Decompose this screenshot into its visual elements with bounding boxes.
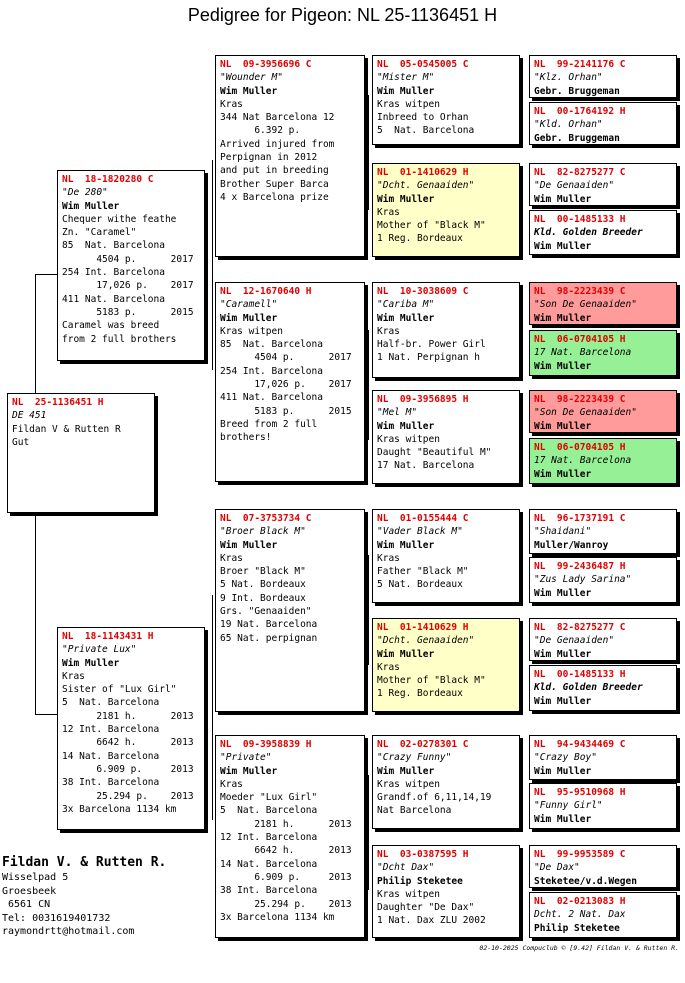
pigeon-card-ggp[interactable]: [372, 735, 520, 829]
pigeon-name: Kld. Golden Breeder: [534, 682, 643, 694]
breeder-info: [2, 854, 166, 939]
ring-number: NL 82-8275277 C: [534, 167, 626, 178]
info-line: 17,026 p. 2017: [220, 379, 352, 391]
info-line: 85 Nat. Barcelona: [62, 240, 165, 252]
owner-name: Wim Muller: [534, 695, 592, 707]
info-line: 3x Barcelona 1134 km: [62, 803, 177, 815]
pigeon-name: "De Dax": [534, 862, 580, 874]
owner-name: Wim Muller: [220, 312, 278, 324]
owner-name: Wim Muller: [62, 657, 120, 669]
ring-number: NL 01-0155444 C: [377, 513, 469, 524]
pigeon-name: "Klz. Orhan": [534, 72, 603, 84]
owner-name: Wim Muller: [377, 312, 435, 324]
info-line: Chequer withe feathe: [62, 213, 177, 225]
info-line: Kras: [377, 661, 400, 673]
ring-number: NL 00-1485133 H: [534, 669, 626, 680]
pigeon-card-g4[interactable]: [529, 390, 677, 433]
ring-number: NL 10-3038609 C: [377, 286, 469, 297]
owner-name: Wim Muller: [534, 468, 592, 480]
info-line: 5 Nat. Bordeaux: [220, 579, 306, 591]
info-line: Broer "Black M": [220, 566, 306, 578]
info-line: 411 Nat. Barcelona: [220, 392, 323, 404]
pigeon-name: "Private Lux": [62, 644, 137, 656]
pigeon-name: "Dcht. Genaaiden": [377, 635, 475, 647]
owner-name: Philip Steketee: [377, 875, 463, 887]
ring-number: NL 06-0704105 H: [534, 334, 626, 345]
pigeon-card-g4[interactable]: [529, 55, 677, 98]
info-line: Zn. "Caramel": [62, 227, 137, 239]
pigeon-card-g4[interactable]: [529, 438, 677, 484]
ring-number: NL 98-2223439 C: [534, 394, 626, 405]
owner-name: Wim Muller: [534, 360, 592, 372]
info-line: Kras: [377, 206, 400, 218]
pigeon-name: DE 451: [12, 410, 47, 422]
pigeon-name: "Caramell": [220, 299, 278, 311]
breeder-city: Groesbeek: [2, 885, 57, 897]
ring-number: NL 01-1410629 H: [377, 167, 469, 178]
info-line: 5 Nat. Barcelona: [377, 125, 475, 137]
info-line: Kras: [220, 552, 243, 564]
pigeon-card-ggp[interactable]: [372, 163, 520, 257]
info-line: 2181 h. 2013: [220, 818, 352, 830]
owner-name: Wim Muller: [220, 85, 278, 97]
pigeon-name: "Crazy Boy": [534, 752, 597, 764]
info-line: Father "Black M": [377, 566, 469, 578]
pigeon-card-g4[interactable]: [529, 845, 677, 888]
breeder-name: Fildan V. & Rutten R.: [2, 855, 167, 870]
pigeon-card-dam[interactable]: [57, 627, 205, 830]
pigeon-card-ggp[interactable]: [372, 845, 520, 938]
ring-number: NL 00-1485133 H: [534, 214, 626, 225]
pigeon-name: Kld. Golden Breeder: [534, 227, 643, 239]
owner-name: Wim Muller: [534, 240, 592, 252]
info-line: Kras witpen: [220, 325, 283, 337]
pigeon-card-grandsire-maternal[interactable]: [215, 509, 365, 712]
pigeon-name: "Crazy Funny": [377, 752, 452, 764]
pigeon-name: 17 Nat. Barcelona: [534, 455, 632, 467]
pigeon-name: Dcht. 2 Nat. Dax: [534, 909, 626, 921]
ring-number: NL 01-1410629 H: [377, 622, 469, 633]
info-line: Grs. "Genaaiden": [220, 606, 312, 618]
info-line: 14 Nat. Barcelona: [220, 858, 318, 870]
owner-name: Wim Muller: [377, 85, 435, 97]
pigeon-card-granddam-paternal[interactable]: [215, 282, 365, 482]
info-line: 12 Int. Barcelona: [220, 832, 318, 844]
pigeon-card-g4[interactable]: [529, 665, 677, 711]
pigeon-name: "Son De Genaaiden": [534, 299, 637, 311]
info-line: Kras witpen: [377, 778, 440, 790]
info-line: 5183 p. 2015: [220, 405, 352, 417]
owner-name: Wim Muller: [377, 420, 435, 432]
owner-name: Wim Muller: [534, 312, 592, 324]
connector-line: [368, 330, 369, 440]
owner-name: Wim Muller: [534, 765, 592, 777]
info-line: Fildan V & Rutten R: [12, 423, 121, 435]
pigeon-name: "Mel M": [377, 407, 418, 419]
ring-number: NL 07-3753734 C: [220, 513, 312, 524]
pigeon-card-g4[interactable]: [529, 783, 677, 829]
pigeon-name: "Cariba M": [377, 299, 435, 311]
info-line: 12 Int. Barcelona: [62, 724, 160, 736]
ring-number: NL 95-9510968 H: [534, 787, 626, 798]
pigeon-card-g4[interactable]: [529, 210, 677, 255]
info-line: 1 Reg. Bordeaux: [377, 233, 463, 245]
info-line: 9 Int. Bordeaux: [220, 592, 306, 604]
pigeon-card-ggp[interactable]: [372, 390, 520, 484]
info-line: 25.294 p. 2013: [220, 898, 352, 910]
info-line: Kras witpen: [377, 888, 440, 900]
pigeon-card-grandsire-paternal[interactable]: [215, 55, 365, 257]
info-line: 6642 h. 2013: [62, 737, 194, 749]
connector-line: [35, 274, 57, 275]
info-line: Mother of "Black M": [377, 220, 486, 232]
breeder-address: Wisselpad 5: [2, 872, 69, 883]
ring-number: NL 05-0545005 C: [377, 59, 469, 70]
breeder-postcode: 6561 CN: [8, 899, 51, 910]
info-line: 65 Nat. perpignan: [220, 632, 318, 644]
ring-number: NL 18-1820280 C: [62, 174, 154, 185]
info-line: Kras witpen: [377, 98, 440, 110]
pigeon-name: "Zus Lady Sarina": [534, 574, 632, 586]
info-line: Brother Super Barca: [220, 178, 329, 190]
pigeon-card-g4[interactable]: [529, 163, 677, 206]
info-line: Kras: [220, 778, 243, 790]
ring-number: NL 00-1764192 H: [534, 106, 626, 117]
pigeon-name: "Dcht. Genaaiden": [377, 180, 475, 192]
ring-number: NL 99-9953589 C: [534, 849, 626, 860]
ring-number: NL 03-0387595 H: [377, 849, 469, 860]
ring-number: NL 96-1737191 C: [534, 513, 626, 524]
info-line: from 2 full brothers: [62, 333, 177, 345]
ring-number: NL 82-8275277 C: [534, 622, 626, 633]
owner-name: Wim Muller: [377, 539, 435, 551]
owner-name: Wim Muller: [534, 193, 592, 205]
owner-name: Philip Steketee: [534, 922, 620, 934]
footer-text: 02-10-2025 Compuclub © [9.42] Fildan V. & Rutten R.: [479, 944, 679, 952]
info-line: Half-br. Power Girl: [377, 339, 486, 351]
page-title: Pedigree for Pigeon: NL 25-1136451 H: [187, 5, 498, 25]
info-line: 1 Nat. Perpignan h: [377, 352, 480, 364]
breeder-phone: Tel: 0031619401732: [2, 912, 111, 924]
pigeon-card-g4[interactable]: [529, 330, 677, 376]
pigeon-card-ggp[interactable]: [372, 55, 520, 145]
info-line: 19 Nat. Barcelona: [220, 619, 318, 631]
connector-line: [368, 95, 369, 210]
owner-name: Steketee/v.d.Wegen: [534, 875, 637, 887]
pigeon-name: "Private": [220, 752, 272, 764]
owner-name: Wim Muller: [377, 193, 435, 205]
owner-name: Wim Muller: [62, 200, 120, 212]
owner-name: Gebr. Bruggeman: [534, 132, 620, 144]
pigeon-name: "De 280": [62, 187, 108, 199]
pigeon-name: "Shaidani": [534, 526, 592, 538]
ring-number: NL 99-2141176 C: [534, 59, 626, 70]
owner-name: Wim Muller: [534, 420, 592, 432]
info-line: Sister of "Lux Girl": [62, 684, 177, 696]
info-line: Moeder "Lux Girl": [220, 792, 318, 804]
info-line: 85 Nat. Barcelona: [220, 339, 323, 351]
info-line: 6642 h. 2013: [220, 845, 352, 857]
pigeon-card-granddam-maternal[interactable]: [215, 735, 365, 938]
pigeon-name: "Dcht Dax": [377, 862, 435, 874]
info-line: 6.909 p. 2013: [220, 871, 352, 883]
pigeon-card-g4[interactable]: [529, 509, 677, 554]
info-line: Daught "Beautiful M": [377, 447, 492, 459]
info-line: Kras: [377, 552, 400, 564]
info-line: and put in breeding: [220, 165, 329, 177]
pigeon-card-g4[interactable]: [529, 557, 677, 603]
pigeon-name: "Son De Genaaiden": [534, 407, 637, 419]
owner-name: Wim Muller: [534, 587, 592, 599]
info-line: brothers!: [220, 432, 272, 444]
pigeon-card-sire[interactable]: [57, 170, 205, 361]
pigeon-card-g4[interactable]: [529, 102, 677, 145]
info-line: Mother of "Black M": [377, 675, 486, 687]
pigeon-card-g4[interactable]: [529, 892, 677, 938]
info-line: Arrived injured from: [220, 138, 335, 150]
owner-name: Gebr. Bruggeman: [534, 85, 620, 97]
pigeon-name: "Wounder M": [220, 72, 283, 84]
owner-name: Wim Muller: [377, 765, 435, 777]
pigeon-card-ggp[interactable]: [372, 509, 520, 603]
pigeon-name: 17 Nat. Barcelona: [534, 347, 632, 359]
info-line: 1 Nat. Dax ZLU 2002: [377, 915, 486, 927]
ring-number: NL 06-0704105 H: [534, 442, 626, 453]
info-line: 5 Nat. Barcelona: [220, 805, 318, 817]
ring-number: NL 09-3956895 H: [377, 394, 469, 405]
owner-name: Wim Muller: [220, 539, 278, 551]
info-line: 5 Nat. Bordeaux: [377, 579, 463, 591]
info-line: 25.294 p. 2013: [62, 790, 194, 802]
connector-line: [35, 714, 57, 715]
info-line: Kras witpen: [377, 433, 440, 445]
info-line: Kras: [220, 98, 243, 110]
info-line: 17 Nat. Barcelona: [377, 460, 475, 472]
info-line: Kras: [62, 670, 85, 682]
connector-line: [212, 160, 213, 370]
info-line: 254 Int. Barcelona: [220, 365, 323, 377]
info-line: 4504 p. 2017: [62, 253, 194, 265]
ring-number: NL 02-0213083 H: [534, 896, 626, 907]
info-line: 38 Int. Barcelona: [220, 885, 318, 897]
pigeon-name: "De Genaaiden": [534, 635, 615, 647]
pigeon-name: "Broer Black M": [220, 526, 306, 538]
pigeon-name: "Mister M": [377, 72, 435, 84]
ring-number: NL 09-3956696 C: [220, 59, 312, 70]
connector-line: [212, 595, 213, 820]
ring-number: NL 02-0278301 C: [377, 739, 469, 750]
connector-line: [368, 555, 369, 665]
pigeon-name: "Vader Black M": [377, 526, 463, 538]
info-line: 5183 p. 2015: [62, 306, 194, 318]
ring-number: NL 18-1143431 H: [62, 631, 154, 642]
pigeon-card-ggp[interactable]: [372, 282, 520, 378]
ring-number: NL 09-3958839 H: [220, 739, 312, 750]
info-line: Gut: [12, 436, 30, 448]
info-line: 4 x Barcelona prize: [220, 191, 329, 203]
info-line: Inbreed to Orhan: [377, 112, 469, 124]
pigeon-card-subject[interactable]: [7, 393, 155, 513]
info-line: 6.909 p. 2013: [62, 763, 194, 775]
info-line: Kras: [377, 325, 400, 337]
info-line: 411 Nat. Barcelona: [62, 293, 165, 305]
info-line: 4504 p. 2017: [220, 352, 352, 364]
connector-line: [368, 775, 369, 890]
info-line: 344 Nat Barcelona 12: [220, 112, 335, 124]
info-line: 38 Int. Barcelona: [62, 777, 160, 789]
info-line: Nat Barcelona: [377, 805, 452, 817]
ring-number: NL 25-1136451 H: [12, 397, 104, 408]
pigeon-card-g4[interactable]: [529, 735, 677, 780]
info-line: 14 Nat. Barcelona: [62, 750, 160, 762]
info-line: Perpignan in 2012: [220, 152, 318, 164]
pigeon-card-ggp[interactable]: [372, 618, 520, 712]
ring-number: NL 12-1670640 H: [220, 286, 312, 297]
info-line: 2181 h. 2013: [62, 710, 194, 722]
ring-number: NL 98-2223439 C: [534, 286, 626, 297]
owner-name: Wim Muller: [534, 648, 592, 660]
ring-number: NL 94-9434469 C: [534, 739, 626, 750]
pigeon-card-g4[interactable]: [529, 282, 677, 325]
breeder-email: raymondrtt@hotmail.com: [2, 926, 135, 937]
info-line: 1 Reg. Bordeaux: [377, 688, 463, 700]
info-line: 3x Barcelona 1134 km: [220, 911, 335, 923]
owner-name: Wim Muller: [534, 813, 592, 825]
pigeon-name: "Kld. Orhan": [534, 119, 603, 131]
info-line: Grandf.of 6,11,14,19: [377, 792, 492, 804]
owner-name: Muller/Wanroy: [534, 539, 609, 551]
pigeon-card-g4[interactable]: [529, 618, 677, 661]
info-line: Caramel was breed: [62, 320, 160, 332]
info-line: Breed from 2 full: [220, 418, 318, 430]
owner-name: Wim Muller: [220, 765, 278, 777]
pigeon-name: "De Genaaiden": [534, 180, 615, 192]
info-line: 17,026 p. 2017: [62, 280, 194, 292]
ring-number: NL 99-2436487 H: [534, 561, 626, 572]
info-line: 5 Nat. Barcelona: [62, 697, 160, 709]
pigeon-name: "Funny Girl": [534, 800, 603, 812]
owner-name: Wim Muller: [377, 648, 435, 660]
info-line: 6.392 p.: [220, 125, 301, 137]
info-line: 254 Int. Barcelona: [62, 267, 165, 279]
info-line: Daughter "De Dax": [377, 902, 475, 914]
